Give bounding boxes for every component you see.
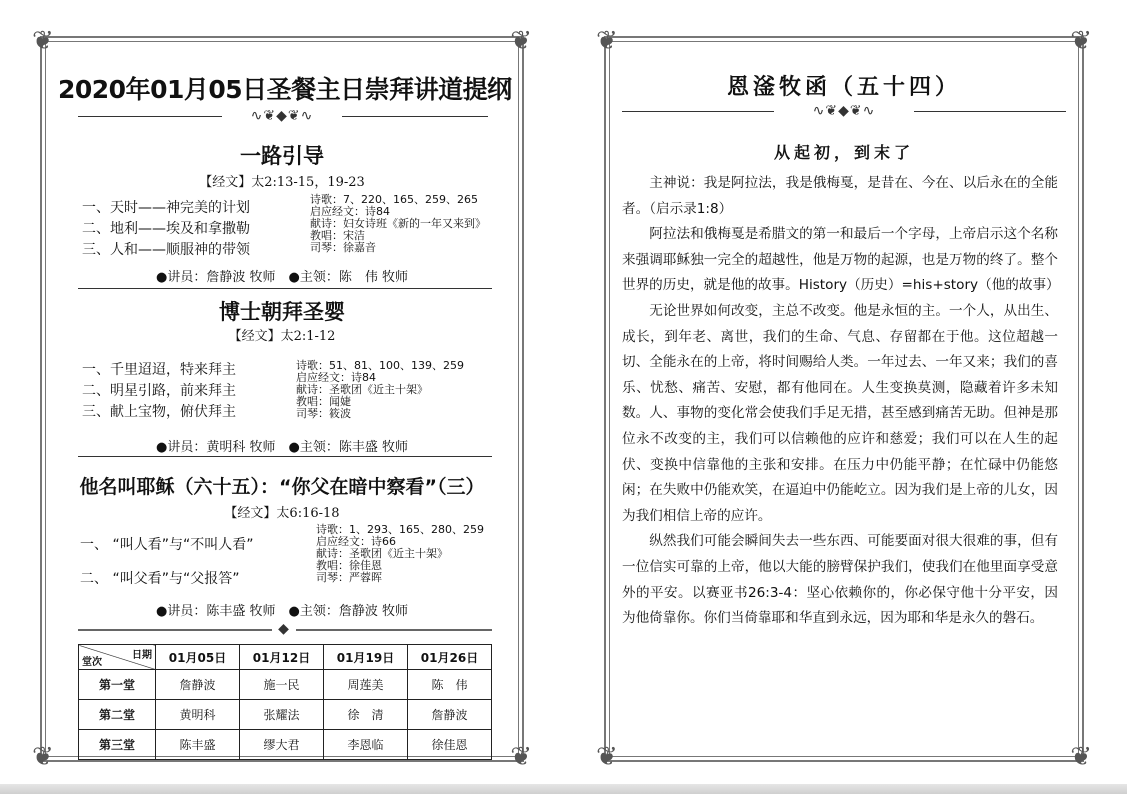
flourish-icon: ∿❦◆❦∿ xyxy=(774,103,914,119)
sermon-points xyxy=(82,198,250,261)
hymns: 诗歌：7、220、165、259、265 xyxy=(310,193,478,206)
table-cell: 徐 清 xyxy=(324,700,408,730)
corner-ornament-icon: ❦ xyxy=(32,26,54,56)
sermon-scripture: 【经文】太2:1-12 xyxy=(228,329,336,344)
paragraph: 主神说：我是阿拉法，我是俄梅戛，是昔在、今在、以后永在的全能者。（启示录1:8） xyxy=(622,175,1058,217)
corner-ornament-icon: ❦ xyxy=(510,742,532,772)
sermon-points xyxy=(82,360,236,423)
sermon-leaders: ●讲员：黄明科 牧师 ●主领：陈丰盛 牧师 xyxy=(156,440,408,455)
corner-ornament-icon: ❦ xyxy=(1070,26,1092,56)
sermon-points xyxy=(80,528,253,596)
sermon-point: 一、 “叫人看”与“不叫人看” xyxy=(80,537,254,553)
table-cell: 张耀法 xyxy=(240,700,324,730)
service-label: 第二堂 xyxy=(79,700,156,730)
date-header: 日期 xyxy=(132,650,152,661)
service-label: 第三堂 xyxy=(79,730,156,760)
corner-ornament-icon: ❦ xyxy=(596,26,618,56)
service-header: 堂次 xyxy=(82,657,102,668)
responsive-reading: 启应经文：诗66 xyxy=(316,535,396,548)
table-cell: 詹静波 xyxy=(408,700,492,730)
bulletin-title: 2020年01月05日圣餐主日崇拜讲道提纲 xyxy=(58,75,512,104)
sermon-scripture: 【经文】太2:13-15，19-23 xyxy=(199,175,365,190)
letter-body xyxy=(622,171,1058,632)
paragraph: 纵然我们可能会瞬间失去一些东西、可能要面对很大很难的事，但有一位信实可靠的上帝，他以大能的膀臂保护我们，使我们在他里面享受意外的平安。以赛亚书26:3-4：坚心依赖你的，你必保守他十分平安，因为他倚靠你。你们当倚靠耶和华直到永远，因为耶和华是永久的磐石。 xyxy=(622,533,1058,627)
accompanist: 司琴：徐嘉音 xyxy=(310,241,376,254)
sermon-point: 二、明星引路，前来拜主 xyxy=(82,383,236,399)
song-leader: 教唱：徐佳恩 xyxy=(316,559,382,572)
divider xyxy=(78,456,492,457)
table-row xyxy=(79,670,492,700)
table-row xyxy=(79,730,492,760)
table-row xyxy=(79,700,492,730)
table-cell: 陈 伟 xyxy=(408,670,492,700)
hymns: 诗歌：1、293、165、280、259 xyxy=(316,523,484,536)
table-cell: 李恩临 xyxy=(324,730,408,760)
table-cell: 施一民 xyxy=(240,670,324,700)
service-info xyxy=(296,360,464,420)
sermon-point: 一、千里迢迢，特来拜主 xyxy=(82,362,236,378)
pastoral-letter-title: 恩滏牧函（五十四） xyxy=(726,74,961,100)
song-leader: 教唱：宋洁 xyxy=(310,229,365,242)
sermon-point: 二、地利——埃及和拿撒勒 xyxy=(82,221,250,237)
diamond-icon: ◆ xyxy=(272,621,296,637)
table-cell: 陈丰盛 xyxy=(156,730,240,760)
corner-ornament-icon: ❦ xyxy=(510,26,532,56)
accompanist: 司琴：筱波 xyxy=(296,407,351,420)
sermon-leaders: ●讲员：陈丰盛 牧师 ●主领：詹静波 牧师 xyxy=(156,604,408,619)
sermon-point: 一、天时——神完美的计划 xyxy=(82,200,250,216)
song-leader: 教唱：闻婕 xyxy=(296,395,351,408)
sermon-heading: 他名叫耶稣（六十五）：“你父在暗中察看”（三） xyxy=(79,476,485,498)
table-cell: 缪大君 xyxy=(240,730,324,760)
date-column-header: 01月05日 xyxy=(156,645,240,670)
date-column-header: 01月12日 xyxy=(240,645,324,670)
flourish-icon: ∿❦◆❦∿ xyxy=(222,108,342,124)
date-column-header: 01月19日 xyxy=(324,645,408,670)
table-cell: 黄明科 xyxy=(156,700,240,730)
sermon-heading: 一路引导 xyxy=(240,144,324,168)
date-column-header: 01月26日 xyxy=(408,645,492,670)
choir-anthem: 献诗：圣歌团《近主十架》 xyxy=(296,383,428,396)
table-cell: 周莲美 xyxy=(324,670,408,700)
table-cell: 詹静波 xyxy=(156,670,240,700)
sermon-heading: 博士朝拜圣婴 xyxy=(219,300,345,324)
table-cell: 徐佳恩 xyxy=(408,730,492,760)
choir-anthem: 献诗：圣歌团《近主十架》 xyxy=(316,547,448,560)
preacher-schedule-table xyxy=(78,644,492,760)
service-label: 第一堂 xyxy=(79,670,156,700)
divider xyxy=(78,288,492,289)
page-edge-shadow xyxy=(0,784,1127,794)
sermon-point: 二、 “叫父看”与“父报答” xyxy=(80,571,240,587)
responsive-reading: 启应经文：诗84 xyxy=(296,371,376,384)
choir-anthem: 献诗：妇女诗班《新的一年又来到》 xyxy=(310,217,486,230)
paragraph: 阿拉法和俄梅戛是希腊文的第一和最后一个字母，上帝启示这个名称来强调耶稣独一完全的超越性，他是万物的起源，也是万物的终了。整个世界的历史，就是他的故事。History（历史）=his+story（他的故事） xyxy=(622,226,1060,294)
corner-ornament-icon: ❦ xyxy=(1070,742,1092,772)
accompanist: 司琴：严蓉晖 xyxy=(316,571,382,584)
service-info xyxy=(310,194,486,254)
sermon-scripture: 【经文】太6:16-18 xyxy=(224,506,340,521)
sermon-leaders: ●讲员：詹静波 牧师 ●主领：陈 伟 牧师 xyxy=(156,270,408,285)
left-page xyxy=(18,20,546,778)
paragraph: 无论世界如何改变，主总不改变。他是永恒的主。一个人，从出生、成长，到年老、离世，我们的生命、气息、存留都在于他。这位超越一切、全能永在的上帝，将时间赐给人类。一年过去、一年又来；我们的喜乐、忧愁、痛苦、安慰，都有他同在。人生变换莫测，隐藏着许多未知数。人、事物的变化常会使我们手足无措，甚至感到痛苦无助。但神是那位永不改变的主，我们可以信赖他的应许和慈爱；我们可以在人生的起伏、变换中信靠他的主张和安排。在压力中仍能平静；在忙碌中仍能悠闲；在失败中仍能欢笑，在逼迫中仍能屹立。因为我们是上帝的儿女，因为我们相信上帝的应许。 xyxy=(622,302,1058,524)
sermon-point: 三、献上宝物，俯伏拜主 xyxy=(82,404,236,420)
corner-ornament-icon: ❦ xyxy=(32,742,54,772)
right-page xyxy=(582,20,1106,778)
responsive-reading: 启应经文：诗84 xyxy=(310,205,390,218)
letter-subtitle: 从起初，到末了 xyxy=(773,143,914,162)
corner-ornament-icon: ❦ xyxy=(596,742,618,772)
service-info xyxy=(316,524,484,584)
sermon-point: 三、人和——顺服神的带领 xyxy=(82,242,250,258)
table-corner-cell xyxy=(79,645,156,670)
hymns: 诗歌：51、81、100、139、259 xyxy=(296,359,464,372)
